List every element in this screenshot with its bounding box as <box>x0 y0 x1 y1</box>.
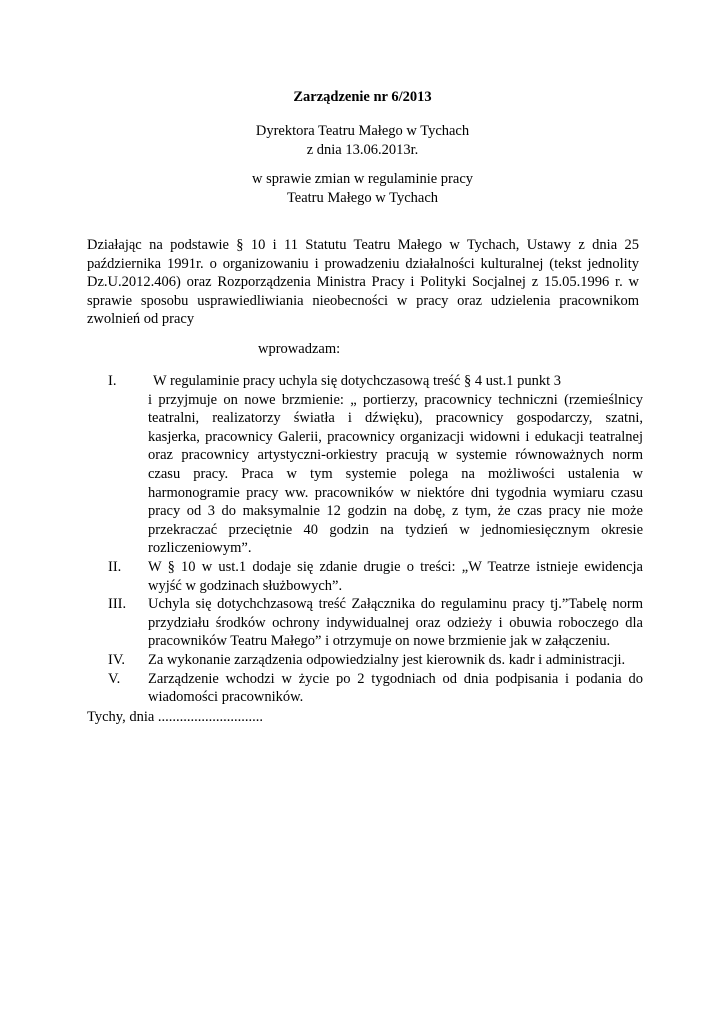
provision-line: przekraczać przeciętnie 40 godzin na tydzień w jednomiesięcznym okresie <box>148 521 643 538</box>
provision-number: II. <box>108 558 122 575</box>
provision-line: wiadomości pracowników. <box>148 689 304 706</box>
document-subject <box>0 170 725 207</box>
subject-line: w sprawie zmian w regulaminie pracy <box>251 171 474 187</box>
document-issuer <box>0 122 725 159</box>
intro-line: sprawie sposobu usprawiedliwiania nieobecności w pracy oraz udzielenia pracownikom <box>87 292 639 309</box>
provision-item <box>108 670 643 707</box>
provision-line: Zarządzenie wchodzi w życie po 2 tygodniach od dnia podpisania i podania do <box>148 670 643 687</box>
intro-line: zwolnień od pracy <box>87 311 195 328</box>
provision-line: oraz pracownicy artystyczni-orkiestry pracują w systemie równoważnych norm <box>148 447 643 464</box>
subject-line: Teatru Małego w Tychach <box>286 189 439 206</box>
provision-item <box>108 651 643 670</box>
provision-line: kasjerka, pracownicy Galerii, pracownicy organizacji widowni i edukacji teatralnej <box>148 428 643 445</box>
provision-number: IV. <box>108 651 126 668</box>
provision-number: I. <box>108 373 117 389</box>
provision-number: V. <box>108 670 121 687</box>
provision-item <box>108 595 643 651</box>
enact-phrase: wprowadzam: <box>258 341 341 357</box>
provision-line: rozliczeniowym”. <box>148 540 252 557</box>
provision-line: wyjść w godzinach służbowych”. <box>148 577 343 594</box>
provision-line: W § 10 w ust.1 dodaje się zdanie drugie o treści: „W Teatrze istnieje ewidencja <box>148 558 643 575</box>
provision-item <box>108 558 643 595</box>
intro-line: Działając na podstawie § 10 i 11 Statutu Teatru Małego w Tychach, Ustawy z dnia 25 <box>87 237 639 253</box>
provision-text <box>148 595 643 651</box>
provision-line: W regulaminie pracy uchyla się dotychczasową treść § 4 ust.1 punkt 3 <box>153 373 562 389</box>
provision-line: i przyjmuje on nowe brzmienie: „ portierzy, pracownicy techniczni (rzemieślnicy <box>148 391 643 408</box>
provision-text <box>148 651 643 670</box>
provision-line: czasu pracy. Praca w tym systemie polega na możliwości ustalenia w <box>148 465 643 482</box>
provision-line: przydziału środków ochrony indywidualnej oraz odzieży i obuwia roboczego dla <box>148 614 643 631</box>
intro-paragraph <box>87 236 639 329</box>
provision-text <box>148 558 643 595</box>
intro-line: października 1991r. o organizowaniu i prowadzeniu działalności kulturalnej (tekst jednolity <box>87 255 639 272</box>
signature-date-line: Tychy, dnia ............................. <box>87 709 264 725</box>
provision-line: pracy od 3 do maksymalnie 12 godzin na dobę, z tym, że czas pracy nie może <box>148 503 643 520</box>
provision-line: pracowników Teatru Małego” i otrzymuje on nowe brzmienie jak w załączeniu. <box>148 633 611 650</box>
issue-date: z dnia 13.06.2013r. <box>306 141 419 158</box>
provisions-list <box>108 372 643 707</box>
provision-line: Za wykonanie zarządzenia odpowiedzialny jest kierownik ds. kadr i administracji. <box>148 651 626 668</box>
provision-item <box>108 372 643 558</box>
document-title: Zarządzenie nr 6/2013 <box>293 89 432 105</box>
provision-line: harmonogramie pracy ww. pracowników w niektóre dni tygodnia wymiaru czasu <box>148 484 643 501</box>
intro-line: Dz.U.2012.406) oraz Rozporządzenia Ministra Pracy i Polityki Socjalnej z 15.05.1996 r. w <box>87 274 639 291</box>
provision-number: III. <box>108 596 127 613</box>
provision-line: teatralni, realizatorzy światła i dźwięku), pracownicy gospodarczy, szatni, <box>148 410 643 427</box>
issuer-line: Dyrektora Teatru Małego w Tychach <box>255 123 470 139</box>
provision-line: Uchyla się dotychchzasową treść Załącznika do regulaminu pracy tj.”Tabelę norm <box>148 596 643 613</box>
provision-text <box>148 372 643 558</box>
provision-text <box>148 670 643 707</box>
